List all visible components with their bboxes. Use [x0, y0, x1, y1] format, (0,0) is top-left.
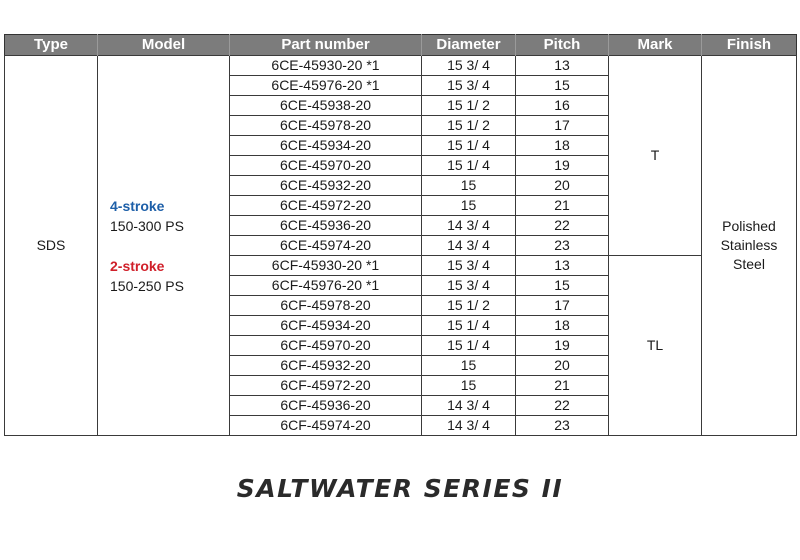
part-number-cell: 6CE-45936-20 — [230, 216, 422, 236]
part-number-cell: 6CF-45972-20 — [230, 376, 422, 396]
diameter-cell: 15 1/ 2 — [422, 96, 516, 116]
diameter-cell: 14 3/ 4 — [422, 216, 516, 236]
diameter-cell: 15 — [422, 376, 516, 396]
propeller-spec-table — [4, 34, 797, 436]
pitch-cell: 23 — [516, 236, 609, 256]
mark-cell-t: T — [609, 56, 702, 256]
part-number-cell: 6CE-45938-20 — [230, 96, 422, 116]
header-model: Model — [98, 35, 230, 56]
pitch-cell: 22 — [516, 396, 609, 416]
diameter-cell: 14 3/ 4 — [422, 416, 516, 436]
diameter-cell: 15 3/ 4 — [422, 276, 516, 296]
diameter-cell: 15 1/ 2 — [422, 296, 516, 316]
pitch-cell: 22 — [516, 216, 609, 236]
pitch-cell: 17 — [516, 296, 609, 316]
part-number-cell: 6CF-45976-20 *1 — [230, 276, 422, 296]
two-stroke-range: 150-250 PS — [110, 277, 184, 294]
part-number-cell: 6CE-45972-20 — [230, 196, 422, 216]
diameter-cell: 15 — [422, 196, 516, 216]
diameter-cell: 15 1/ 4 — [422, 336, 516, 356]
part-number-cell: 6CF-45930-20 *1 — [230, 256, 422, 276]
pitch-cell: 18 — [516, 316, 609, 336]
pitch-cell: 21 — [516, 196, 609, 216]
part-number-cell: 6CF-45974-20 — [230, 416, 422, 436]
four-stroke-label: 4-stroke — [110, 197, 165, 214]
table-row — [5, 56, 797, 76]
part-number-cell: 6CE-45970-20 — [230, 156, 422, 176]
header-pitch: Pitch — [516, 35, 609, 56]
pitch-cell: 16 — [516, 96, 609, 116]
finish-line-2: Stainless — [720, 237, 778, 253]
table-header-row — [5, 35, 797, 56]
part-number-cell: 6CE-45978-20 — [230, 116, 422, 136]
two-stroke-label: 2-stroke — [110, 257, 165, 274]
model-cell — [98, 56, 230, 436]
diameter-cell: 15 1/ 4 — [422, 136, 516, 156]
header-part-number: Part number — [230, 35, 422, 56]
pitch-cell: 23 — [516, 416, 609, 436]
finish-cell — [702, 56, 797, 436]
diameter-cell: 15 1/ 2 — [422, 116, 516, 136]
four-stroke-range: 150-300 PS — [110, 217, 184, 234]
pitch-cell: 19 — [516, 336, 609, 356]
part-number-cell: 6CF-45934-20 — [230, 316, 422, 336]
part-number-cell: 6CE-45934-20 — [230, 136, 422, 156]
part-number-cell: 6CE-45974-20 — [230, 236, 422, 256]
pitch-cell: 15 — [516, 276, 609, 296]
pitch-cell: 13 — [516, 256, 609, 276]
part-number-cell: 6CE-45930-20 *1 — [230, 56, 422, 76]
pitch-cell: 20 — [516, 356, 609, 376]
mark-cell-tl: TL — [609, 256, 702, 436]
pitch-cell: 13 — [516, 56, 609, 76]
series-title: SALTWATER SERIES II — [236, 474, 564, 503]
part-number-cell: 6CF-45978-20 — [230, 296, 422, 316]
pitch-cell: 19 — [516, 156, 609, 176]
diameter-cell: 15 3/ 4 — [422, 76, 516, 96]
diameter-cell: 14 3/ 4 — [422, 236, 516, 256]
diameter-cell: 15 1/ 4 — [422, 316, 516, 336]
pitch-cell: 15 — [516, 76, 609, 96]
pitch-cell: 21 — [516, 376, 609, 396]
header-type: Type — [5, 35, 98, 56]
header-finish: Finish — [702, 35, 797, 56]
part-number-cell: 6CF-45936-20 — [230, 396, 422, 416]
diameter-cell: 15 1/ 4 — [422, 156, 516, 176]
part-number-cell: 6CE-45932-20 — [230, 176, 422, 196]
pitch-cell: 18 — [516, 136, 609, 156]
diameter-cell: 15 — [422, 176, 516, 196]
part-number-cell: 6CF-45932-20 — [230, 356, 422, 376]
type-cell: SDS — [5, 56, 98, 436]
table-body — [5, 56, 797, 436]
header-diameter: Diameter — [422, 35, 516, 56]
pitch-cell: 20 — [516, 176, 609, 196]
finish-line-3: Steel — [733, 256, 765, 272]
header-mark: Mark — [609, 35, 702, 56]
pitch-cell: 17 — [516, 116, 609, 136]
diameter-cell: 15 — [422, 356, 516, 376]
diameter-cell: 14 3/ 4 — [422, 396, 516, 416]
finish-line-1: Polished — [722, 218, 776, 234]
diameter-cell: 15 3/ 4 — [422, 56, 516, 76]
diameter-cell: 15 3/ 4 — [422, 256, 516, 276]
part-number-cell: 6CF-45970-20 — [230, 336, 422, 356]
part-number-cell: 6CE-45976-20 *1 — [230, 76, 422, 96]
